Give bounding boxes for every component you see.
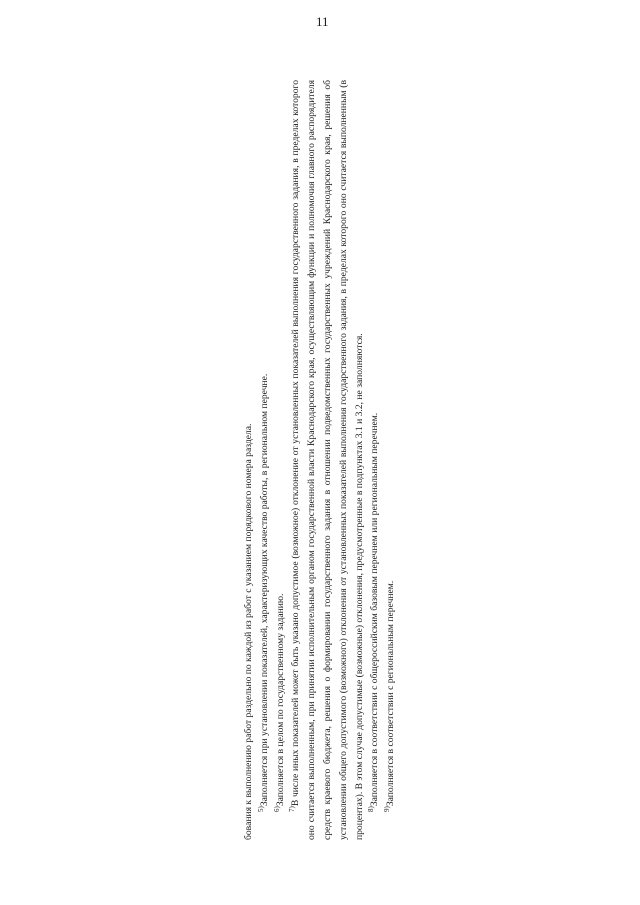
footnote-marker: 5) <box>256 806 265 812</box>
footnote-text: Заполняется в целом по государственному заданию. <box>274 593 286 807</box>
footnote-text: Заполняется в соответствии с региональным перечнем. <box>385 580 397 807</box>
footnote-marker: 9) <box>383 806 391 812</box>
footnote-5 <box>257 80 273 840</box>
footnote-8 <box>367 80 383 840</box>
paragraph-continuation <box>241 80 257 840</box>
paragraph-text: бования к выполнению работ раздельно по каждой из работ с указанием порядкового номера раздела. <box>243 423 255 840</box>
footnote-text: В числе иных показателей может быть указано допустимое (возможное) отклонение от установленных показателей выполнения государственного задания, в пределах которого оно считается выполненным, при принятии исполнительным органом государственной власти Краснодарского края, осуществляющим функции и полномочия главного распорядителя средств краевого бюджета, решения о формировании государственного задания в отношении подведомственных государственных учреждений Краснодарского края, решения об установлении общего допустимого (возможного) отклонения от установленных показателей выполнения государственного задания, в пределах которого оно считается выполненным (в процентах). В этом случае допустимые (возможные) отклонения, предусмотренные в подпунктах 3.1 и 3.2, не заполняются. <box>290 80 365 840</box>
footnote-9 <box>383 80 399 840</box>
page-number: 11 <box>316 14 329 29</box>
footnote-text: Заполняется в соответствии с общероссийским базовым перечнем или региональным перечнем. <box>369 412 381 807</box>
footnote-text: Заполняется при установлении показателей, характеризующих качество работы, в региональном перечне. <box>258 373 270 807</box>
footnote-marker: 8) <box>367 806 376 812</box>
footnote-6 <box>273 80 289 840</box>
footnote-marker: 6) <box>272 806 281 812</box>
footnote-7 <box>288 80 367 840</box>
rotated-text-block <box>241 80 399 840</box>
footnote-marker: 7) <box>288 806 297 812</box>
